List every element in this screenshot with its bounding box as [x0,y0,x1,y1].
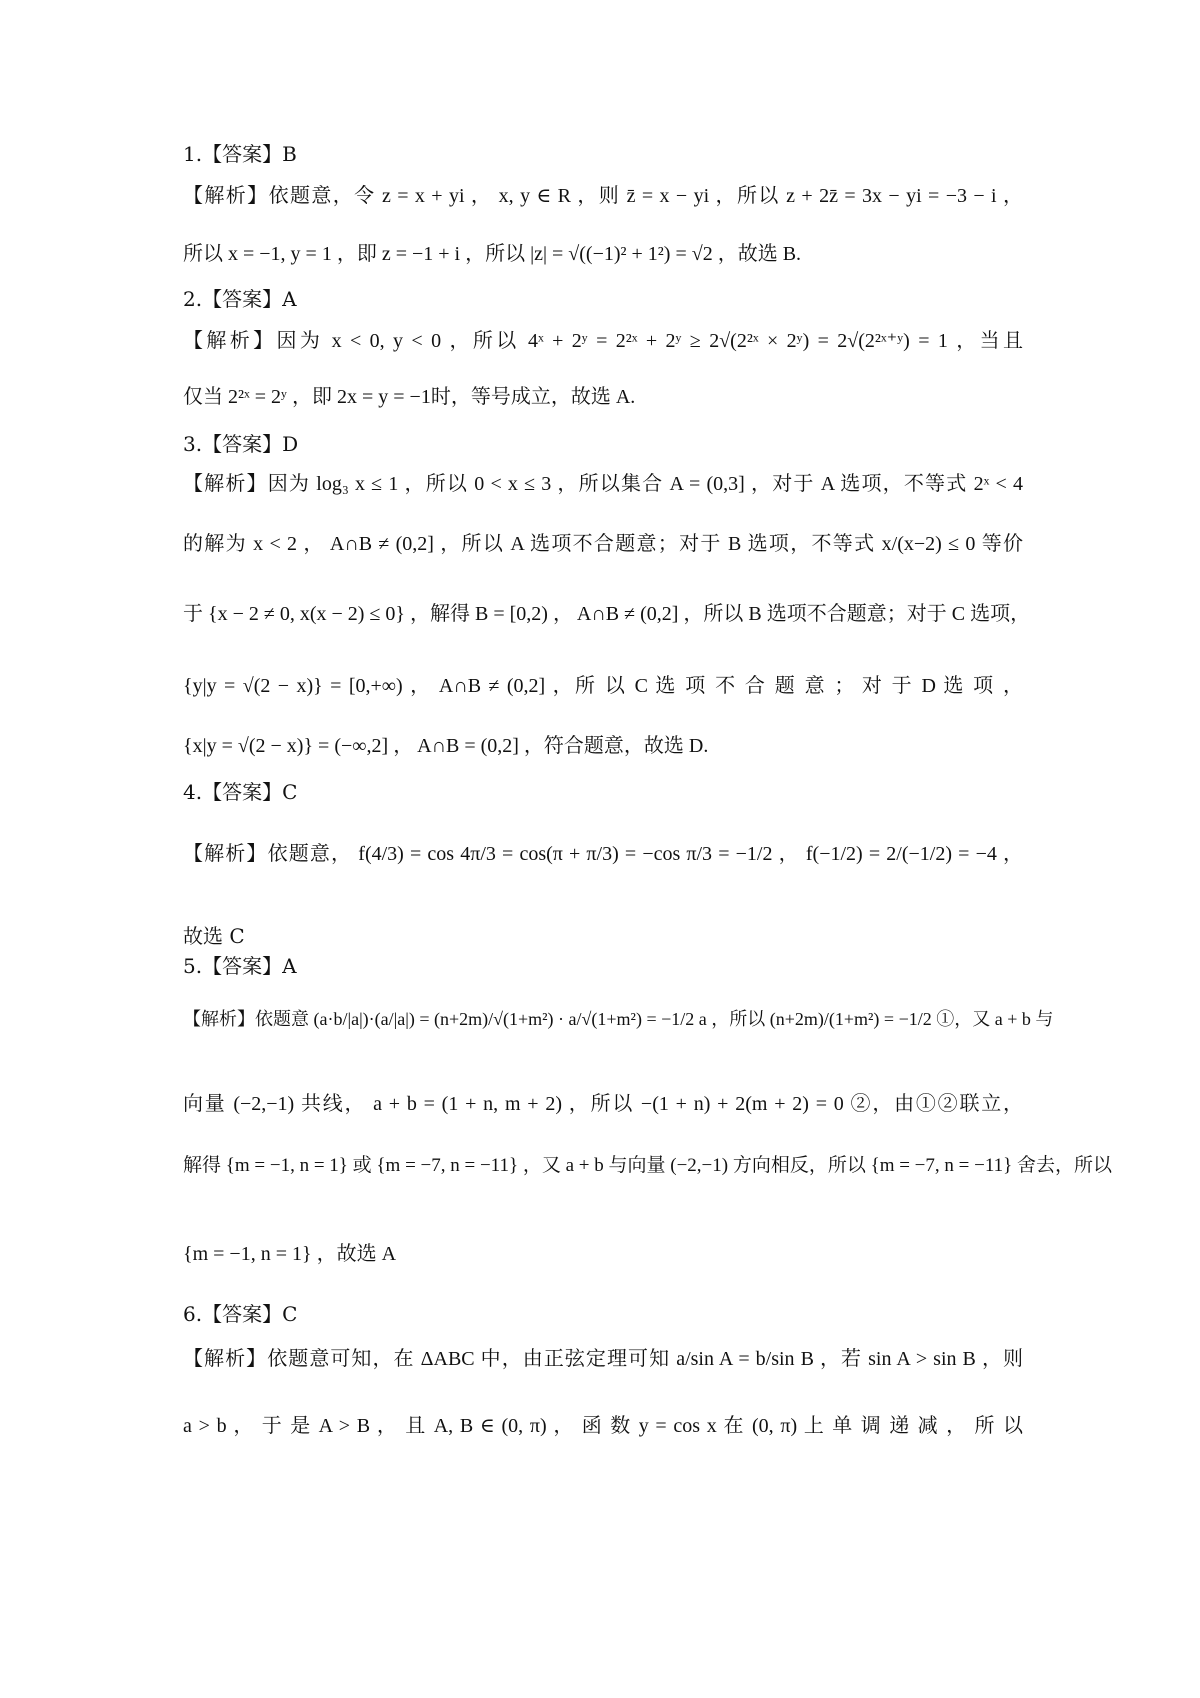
q4-analysis-line2: 故选 C [183,924,245,948]
q4-analysis-line1: 【解析】依题意， f(4/3) = cos 4π/3 = cos(π + π/3) = −cos π/3 = −1/2 ， f(−1/2) = 2/(−1/2) = −4 ， [183,843,1023,865]
q5-answer: 5.【答案】A [183,954,297,978]
q2-analysis-line2: 仅当 2²ˣ = 2ʸ ，即 2x = y = −1时，等号成立，故选 A. [183,386,636,408]
q1-answer: 1.【答案】B [183,142,297,166]
q1-analysis-line2: 所以 x = −1, y = 1 ，即 z = −1 + i ，所以 |z| = √((−1)² + 1²) = √2 ，故选 B. [183,243,802,265]
q2-analysis-line1: 【解析】因为 x < 0, y < 0 ，所以 4ˣ + 2ʸ = 2²ˣ + 2ʸ ≥ 2√(2²ˣ × 2ʸ) = 2√(2²ˣ⁺ʸ) = 1 ，当且 [183,330,1023,352]
q2-answer: 2.【答案】A [183,287,297,311]
q6-answer: 6.【答案】C [183,1302,298,1326]
q3-answer: 3.【答案】D [183,432,299,456]
q3-analysis-line4: {y|y = √(2 − x)} = [0,+∞) ， A∩B ≠ (0,2] ，所 以 C 选 项 不 合 题 意 ； 对 于 D 选 项 ， [183,675,1023,697]
q5-analysis-line4: {m = −1, n = 1} ，故选 A [183,1243,397,1265]
q3-analysis-line5: {x|y = √(2 − x)} = (−∞,2] ， A∩B = (0,2] ，符合题意，故选 D. [183,735,709,757]
q3-analysis-line3: 于 {x − 2 ≠ 0, x(x − 2) ≤ 0} ，解得 B = [0,2) ， A∩B ≠ (0,2] ，所以 B 选项不合题意；对于 C 选项， [183,603,1031,625]
q3-analysis-line2: 的解为 x < 2 ， A∩B ≠ (0,2] ，所以 A 选项不合题意；对于 B 选项，不等式 x/(x−2) ≤ 0 等价 [183,533,1023,555]
q3-analysis-line1: 【解析】因为 log₃ x ≤ 1 ，所以 0 < x ≤ 3 ，所以集合 A = (0,3] ，对于 A 选项，不等式 2ˣ < 4 [183,473,1023,495]
q5-analysis-line1: 【解析】依题意 (a·b/|a|)·(a/|a|) = (n+2m)/√(1+m²) · a/√(1+m²) = −1/2 a ，所以 (n+2m)/(1+m²) = −1/2 ①，又 a + b 与 [183,1009,1054,1029]
q4-answer: 4.【答案】C [183,780,298,804]
q5-analysis-line2: 向量 (−2,−1) 共线， a + b = (1 + n, m + 2) ，所以 −(1 + n) + 2(m + 2) = 0 ②，由①②联立， [183,1093,1023,1115]
q6-analysis-line1: 【解析】依题意可知，在 ΔABC 中，由正弦定理可知 a/sin A = b/sin B ，若 sin A > sin B ，则 [183,1348,1023,1370]
q5-analysis-line3: 解得 {m = −1, n = 1} 或 {m = −7, n = −11} ，又 a + b 与向量 (−2,−1) 方向相反，所以 {m = −7, n = −11} 舍去，所以 [183,1155,1112,1176]
q1-analysis-line1: 【解析】依题意，令 z = x + yi ， x, y ∈ R ，则 z̄ = x − yi ，所以 z + 2z̄ = 3x − yi = −3 − i ， [183,185,1023,207]
q6-analysis-line2: a > b ， 于 是 A > B ， 且 A, B ∈ (0, π) ， 函 数 y = cos x 在 (0, π) 上 单 调 递 减 ， 所 以 [183,1415,1023,1437]
